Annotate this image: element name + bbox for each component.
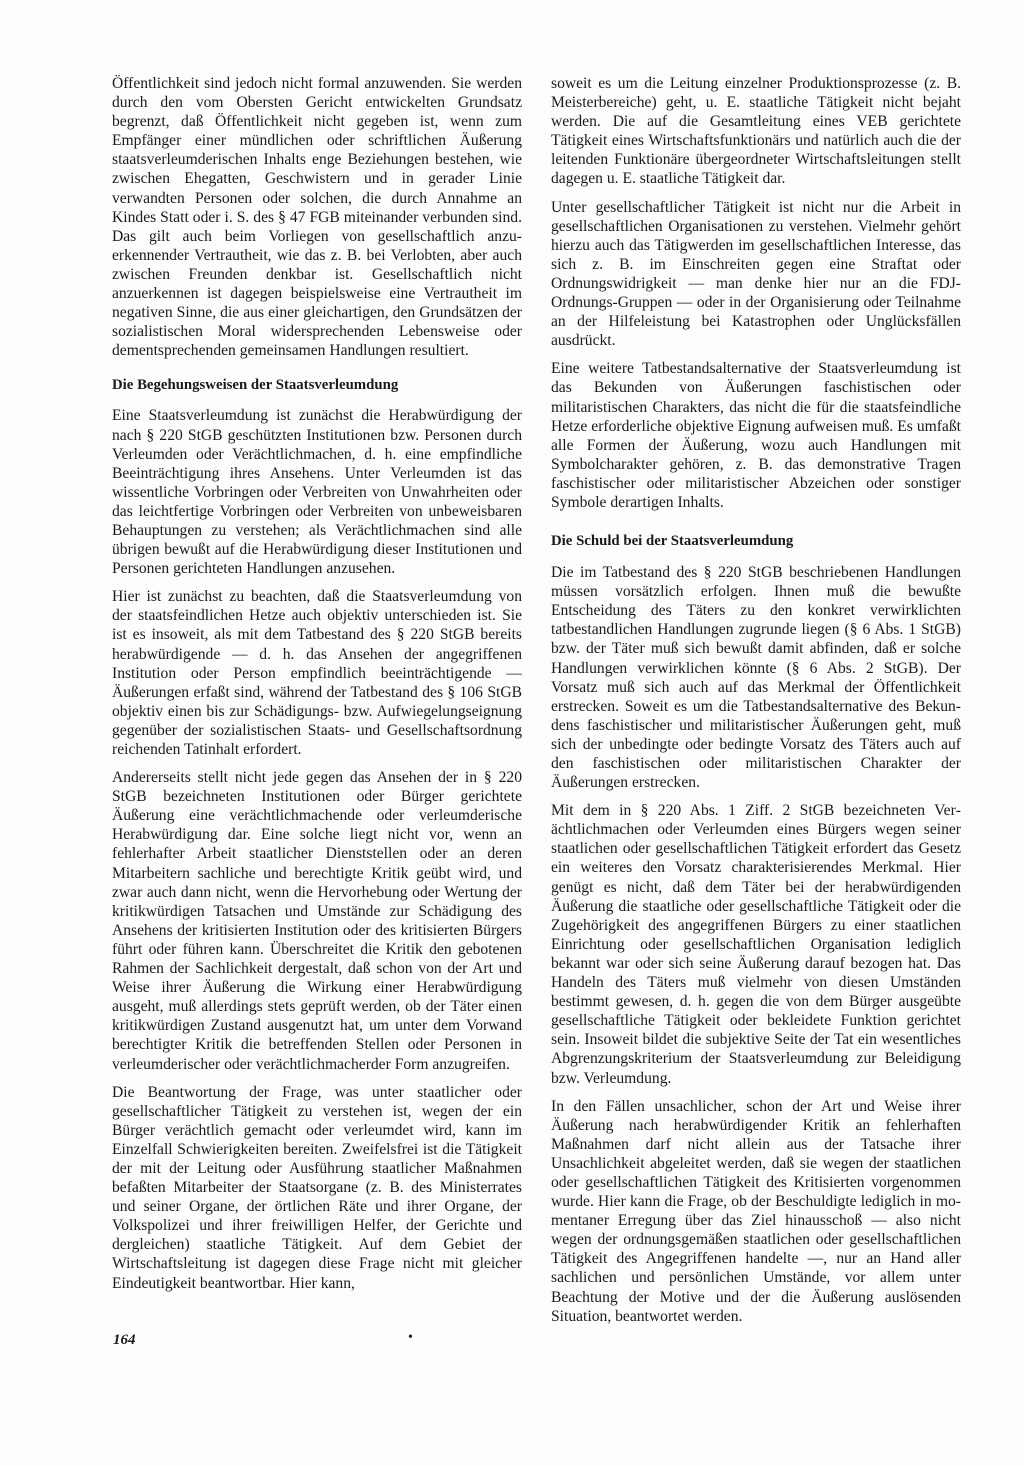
right-paragraph-4: Die im Tatbestand des § 220 StGB beschriebenen Handlungen müssen vorsätzlich erfolgen. Ihnen muß die bewußte Entscheidung des Täters zu den konkret verwirklichten tatbestandlichen Handlungen zugrunde liegen (§ 6 Abs. 1 StGB) bzw. der Täter muß sich bewußt damit abfinden, daß er solche Handlungen verwirklichen könnte (§ 6 Abs. 2 StGB). Der Vorsatz muß sich auch auf das Merkmal der Öffentlichkeit erstrecken. Soweit es um die Tatbestandsalternative des Bekundens faschistischer und militaristischer Äußerungen geht, muß sich der unbedingte oder bedingte Vorsatz des Täters auch auf den faschistischen oder militaristischen Charakter der Äußerungen erstrecken. [551, 564, 961, 792]
left-column [112, 74, 522, 1302]
left-paragraph-3: Hier ist zunächst zu beachten, daß die Staatsverleumdung von der staatsfeindlichen Hetze auch objektiv unterschieden ist. Sie ist es insoweit, als mit dem Tatbestand des § 220 StGB bereits herabwürdigende — d. h. das Ansehen der angegriffenen Institution oder Person empfindlich beeinträchtigende — Äußerungen erfaßt sind, während der Tatbestand des § 106 StGB objektiv einen bis zur Schädigungs- bzw. Aufwiegelungseignung gegenüber der sozialistischen Staats- und Gesellschaftsordnung reichenden Tatinhalt erfordert. [112, 588, 522, 758]
left-paragraph-2: Eine Staatsverleumdung ist zunächst die Herabwürdigung der nach § 220 StGB geschützten Institutionen bzw. Personen durch Verleumden oder Verächtlichmachen, d. h. eine empfindliche Beeinträchtigung ihres Ansehens. Unter Verleumden ist das wissentliche Vorbringen oder Verbreiten von Unwahrheiten oder das leichtfertige Vorbringen oder Verbreiten von unbeweisbaren Behauptungen zu verstehen; als Verächtlichmachen sind alle übrigen bewußt auf die Herabwürdigung dieser Institutionen und Personen gerichteten Handlungen anzusehen. [112, 407, 522, 578]
right-paragraph-1: soweit es um die Leitung einzelner Produktionsprozesse (z. B. Meisterbereiche) geht, u. E. staatliche Tätigkeit nicht bejaht werden. Die auf die Gesamtleitung eines VEB gerichtete Tätigkeit eines Wirtschaftsfunktionärs und natürlich auch die der leitenden Funktionäre übergeordneter Wirtschaftsleitungen stellt dagegen u. E. staatliche Tätigkeit dar. [551, 75, 961, 188]
right-column [551, 74, 961, 1335]
section-heading-schuld: Die Schuld bei der Staatsverleumdung [551, 533, 794, 550]
left-paragraph-4: Andererseits stellt nicht jede gegen das Ansehen der in § 220 StGB bezeichneten Institutionen oder Bürger gerichtete Äußerung eine verächtlichmachende oder verleumderische Herabwürdigung dar. Eine solche liegt nicht vor, wenn an fehlerhafter Arbeit staatlicher Dienststellen oder an deren Mitarbeitern sachliche und berechtigte Kritik geübt wird, und zwar auch dann nicht, wenn die Hervorhebung oder Wertung der kritikwürdigen Tatsachen und Umstände zur Schädigung des Ansehens der kritisierten Institution oder des kritisierten Bürgers führt oder führen kann. Überschreitet die Kritik den gebotenen Rahmen der Sachlichkeit dergestalt, daß schon von der Art und Weise ihrer Äußerung die Wirkung einer Herabwürdigung ausgeht, muß allerdings stets geprüft werden, ob der Täter einen kritikwürdigen Zustand ausgenutzt hat, um unter dem Vorwand berechtigter Kritik die betreffenden Stellen oder Personen in verleumderischer oder verächtlichmacherder Form anzugreifen. [112, 769, 522, 1073]
left-paragraph-1: Öffentlichkeit sind jedoch nicht formal anzuwenden. Sie werden durch den vom Obersten Gericht entwickelten Grundsatz begrenzt, daß Öffentlichkeit nicht gegeben ist, wenn zum Empfänger einer mündlichen oder schriftlichen Äußerung staatsverleumderischen Inhalts enge Beziehungen bestehen, wie zwischen Ehegatten, Geschwistern und in gerader Linie verwandten Personen oder solchen, die durch Annahme an Kindes Statt oder i. S. des § 47 FGB miteinander verbunden sind. Das gilt auch beim Vorliegen von gesellschaftlich anzuerkennender Vertrautheit, wie das z. B. bei Verlobten, aber auch zwischen Freunden denkbar ist. Gesellschaftlich nicht anzuerkennen ist dagegen beispielsweise eine Vertrautheit im negativen Sinne, die aus einer gleichartigen, den Grundsätzen der sozialistischen Moral widersprechenden Lebensweise oder dementsprechenden gemeinsamen Handlungen resultiert. [112, 75, 522, 360]
right-paragraph-6: In den Fällen unsachlicher, schon der Art und Weise ihrer Äußerung nach herabwürdigender Kritik an fehlerhaften Maßnahmen darf nicht allein aus der Tatsache ihrer Unsachlichkeit abgeleitet werden, daß sie wegen der staatlichen oder gesellschaftlichen Tätigkeit des Kritisierten vorgenommen wurde. Hier kann die Frage, ob der Beschuldigte lediglich in momentaner Erregung über das Ziel hinausschoß — also nicht wegen der ordnungsgemäßen staatlichen oder gesellschaftlichen Tätigkeit des Angegriffenen handelte —, nur an Hand aller sachlichen und persönlichen Umstände, vor allem unter Beachtung der Motive und der die Äußerung auslösenden Situation, beantwortet werden. [551, 1097, 961, 1325]
right-paragraph-5: Mit dem in § 220 Abs. 1 Ziff. 2 StGB bezeichneten Verächtlichmachen oder Verleumden eines Bürgers wegen seiner staatlichen oder gesellschaftlichen Tätigkeit erfordert das Gesetz ein weiteres den Vorsatz charakterisierendes Merkmal. Hier genügt es nicht, daß dem Täter bei der herabwürdigenden Äußerung die staatliche oder gesellschaftliche Tätigkeit oder die Zugehörigkeit des angegriffenen Bürgers zu einer staatlichen Einrichtung oder gesellschaftlichen Organisation lediglich bekannt war oder sich seine Äußerung darauf bezogen hat. Das Handeln des Täters muß vielmehr von diesen Umständen bestimmt gewesen, d. h. gegen die von dem Bürger ausgeübte gesellschaftliche Tätigkeit oder bekleidete Funktion gerichtet sein. Insoweit bildet die subjektive Seite der Tat ein wesentliches Abgrenzungskriterium der Staatsverleumdung zur Beleidigung bzw. Verleumdung. [551, 802, 961, 1087]
page-number: 164 [113, 1332, 136, 1348]
section-heading-begehungsweisen: Die Begehungsweisen der Staatsverleumdung [112, 377, 399, 394]
right-paragraph-3: Eine weitere Tatbestandsalternative der Staatsverleumdung ist das Bekunden von Äußerungen faschistischen oder militaristischen Charakters, das nicht die für die staatsfeindliche Hetze erforderliche objektive Eignung aufweisen muß. Es umfaßt alle Formen der Äußerung, wozu auch Handlungen mit Symbolcharakter gehören, z. B. das demonstrative Tragen faschistischer oder militaristischer Abzeichen oder sonstiger Symbole derartigen Inhalts. [551, 360, 961, 511]
left-paragraph-5: Die Beantwortung der Frage, was unter staatlicher oder gesellschaftlicher Tätigkeit zu verstehen ist, wegen der ein Bürger verächtlich gemacht oder verleumdet wird, kann im Einzelfall Schwierigkeiten bereiten. Zweifelsfrei ist die Tätigkeit der mit der Leitung oder Ausführung staatlicher Maßnahmen befaßten Mitarbeiter der Staatsorgane (z. B. des Ministerrates und seiner Organe, der örtlichen Räte und ihrer Organe, der Volkspolizei und ihrer freiwilligen Helfer, der Gerichte und dergleichen) staatliche Tätigkeit. Auf dem Gebiet der Wirtschaftsleitung ist dagegen diese Frage nicht mit gleicher Eindeutigkeit beantwortbar. Hier kann, [112, 1083, 522, 1292]
right-paragraph-2: Unter gesellschaftlicher Tätigkeit ist nicht nur die Arbeit in gesellschaftlichen Organisationen zu verstehen. Vielmehr gehört hierzu auch das Tätigwerden im gesellschaftlichen Interesse, das sich z. B. im Einschreiten gegen eine Straftat oder Ordnungswidrigkeit — man denke hier nur an die FDJ-Ordnungs-Gruppen — oder in der Organisierung oder Teilnahme an der Hilfeleistung bei Katastrophen oder Unglücksfällen ausdrückt. [551, 198, 961, 350]
footer-mark: • [408, 1330, 413, 1345]
